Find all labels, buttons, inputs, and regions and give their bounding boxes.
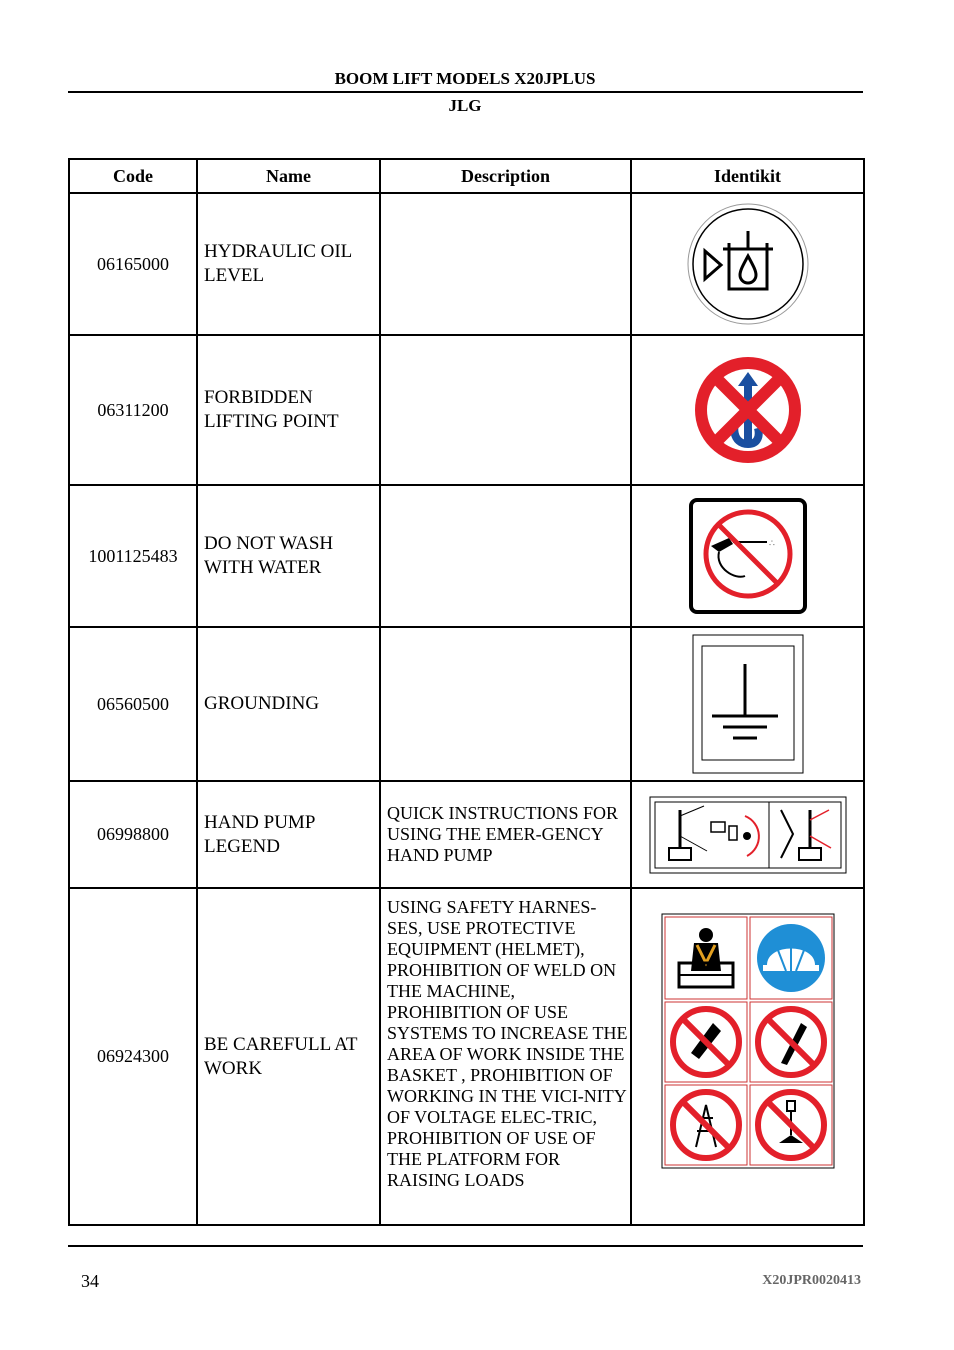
cell-identikit [631,888,864,1225]
cell-description: USING SAFETY HARNES-SES, USE PROTECTIVE EQUIPMENT (HELMET), PROHIBITION OF WELD ON THE MACHINE, PROHIBITION OF USE SYSTEMS TO INCREASE THE AREA OF WORK INSIDE THE BASKET , PROHIBITION OF WORKING IN THE VICI-NITY OF VOLTAGE ELEC-TRIC, PROHIBITION OF USE OF THE PLATFORM FOR RAISING LOADS [380,888,631,1225]
column-header-description: Description [380,159,631,193]
svg-text:∴: ∴ [768,539,775,549]
decal-table [68,158,865,1226]
table-row [69,781,864,888]
cell-code: 06165000 [69,193,197,335]
forbidden-lifting-point-icon [692,354,804,466]
cell-name: BE CAREFULL AT WORK [197,888,380,1225]
cell-code: 06560500 [69,627,197,781]
cell-identikit [631,781,864,888]
table-row [69,485,864,627]
cell-description [380,627,631,781]
page-number: 34 [81,1271,99,1291]
cell-description: QUICK INSTRUCTIONS FOR USING THE EMER-GENCY HAND PUMP [380,781,631,888]
cell-identikit [631,485,864,627]
column-header-identikit: Identikit [631,159,864,193]
grounding-icon [692,634,804,774]
document-code: X20JPR0020413 [762,1273,861,1288]
document-title: BOOM LIFT MODELS X20JPLUS [334,69,596,88]
safety-pictograms-icon [661,913,835,1169]
cell-identikit [631,193,864,335]
cell-identikit [631,335,864,485]
table-row [69,193,864,335]
cell-description [380,485,631,627]
table-header-row [69,159,864,193]
cell-name: HYDRAULIC OIL LEVEL [197,193,380,335]
table-row [69,627,864,781]
column-header-code: Code [69,159,197,193]
cell-code: 06924300 [69,888,197,1225]
cell-description [380,193,631,335]
cell-identikit [631,627,864,781]
table-row [69,888,864,1225]
no-water-wash-icon [689,498,807,614]
cell-name: FORBIDDEN LIFTING POINT [197,335,380,485]
cell-code: 06311200 [69,335,197,485]
cell-description [380,335,631,485]
cell-code: 06998800 [69,781,197,888]
cell-name: GROUNDING [197,627,380,781]
footer-rule [68,1245,863,1247]
cell-name: DO NOT WASH WITH WATER [197,485,380,627]
table-row [69,335,864,485]
cell-name: HAND PUMP LEGEND [197,781,380,888]
hand-pump-legend-icon [649,796,847,874]
column-header-name: Name [197,159,380,193]
document-subtitle: JLG [448,96,482,115]
cell-code: 1001125483 [69,485,197,627]
header-rule [68,91,863,93]
hydraulic-oil-level-icon [685,201,811,327]
